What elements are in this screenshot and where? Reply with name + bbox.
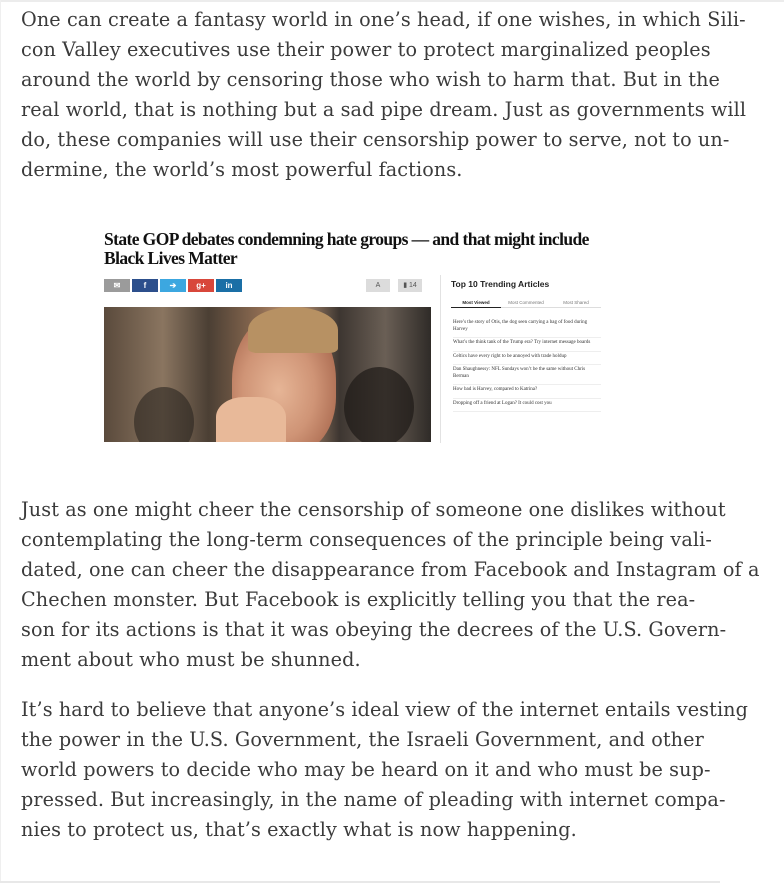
tab-most-shared: Most Shared [551, 297, 601, 308]
facebook-icon: f [132, 279, 158, 292]
comments-icon: ▮ 14 [398, 279, 422, 292]
trending-title: Top 10 Trending Articles [451, 279, 550, 289]
embed-headline-line: State GOP debates condemning hate groups — and that might include [104, 229, 589, 249]
trending-item: Dropping off a friend at Logan? It could cost you [453, 399, 601, 413]
paragraph-line: contemplating the long-term consequences of the principle being vali- [21, 528, 712, 551]
paragraph-line: One can create a fantasy world in one’s head, if one wishes, in which Sili- [21, 8, 746, 31]
mail-icon: ✉ [104, 279, 130, 292]
paragraph-3 [21, 695, 749, 845]
paragraph-line: the power in the U.S. Government, the Israeli Government, and other [21, 728, 704, 751]
linkedin-icon: in [216, 279, 242, 292]
twitter-icon: ➔ [160, 279, 186, 292]
trending-tabs [451, 297, 601, 308]
paragraph-line: pressed. But increasingly, in the name of pleading with internet compa- [21, 788, 726, 811]
left-border [0, 0, 1, 883]
photo-background-figure [344, 367, 414, 442]
paragraph-line: around the world by censoring those who wish to harm that. But in the [21, 68, 721, 91]
google-plus-icon: g+ [188, 279, 214, 292]
photo-background-figure [134, 387, 194, 442]
paragraph-line: Chechen monster. But Facebook is explicitly telling you that the rea- [21, 588, 696, 611]
trending-item: How bad is Harvey, compared to Katrina? [453, 385, 601, 399]
embedded-article-screenshot [104, 228, 604, 444]
embed-headline-line: Black Lives Matter [104, 248, 238, 268]
paragraph-line: son for its actions is that it was obeying the decrees of the U.S. Govern- [21, 618, 727, 641]
trending-item: Dan Shaughnessy: NFL Sundays won’t be the same without Chris Berman [453, 365, 601, 385]
paragraph-line: Just as one might cheer the censorship of someone one dislikes without [21, 498, 726, 521]
paragraph-line: nies to protect us, that’s exactly what is now happening. [21, 818, 577, 841]
top-border [0, 0, 784, 2]
paragraph-line: dated, one can cheer the disappearance from Facebook and Instagram of a [21, 558, 760, 581]
photo-subject-hands [216, 397, 286, 442]
column-divider [440, 275, 441, 443]
paragraph-1 [21, 5, 747, 185]
trending-item: Here’s the story of Otis, the dog seen carrying a bag of food during Harvey [453, 318, 601, 338]
paragraph-line: con Valley executives use their power to protect marginalized peoples [21, 38, 711, 61]
photo-subject-hair [248, 307, 338, 353]
trending-item: What’s the think tank of the Trump era? Try internet message boards [453, 338, 601, 352]
paragraph-line: ment about who must be shunned. [21, 648, 361, 671]
font-size-icon: A [366, 279, 390, 292]
embed-headline [104, 230, 604, 268]
paragraph-line: dermine, the world’s most powerful factions. [21, 158, 463, 181]
paragraph-line: It’s hard to believe that anyone’s ideal view of the internet entails vesting [21, 698, 749, 721]
tab-most-viewed: Most Viewed [451, 297, 501, 308]
paragraph-line: world powers to decide who may be heard on it and who must be sup- [21, 758, 711, 781]
paragraph-line: do, these companies will use their censorship power to serve, not to un- [21, 128, 730, 151]
news-photo [104, 307, 431, 442]
tab-most-commented: Most Commented [501, 297, 551, 308]
trending-item: Celtics have every right to be annoyed with trade holdup [453, 352, 601, 366]
paragraph-line: real world, that is nothing but a sad pipe dream. Just as governments will [21, 98, 747, 121]
share-bar [104, 279, 242, 292]
trending-list [453, 318, 601, 412]
paragraph-2 [21, 495, 760, 675]
